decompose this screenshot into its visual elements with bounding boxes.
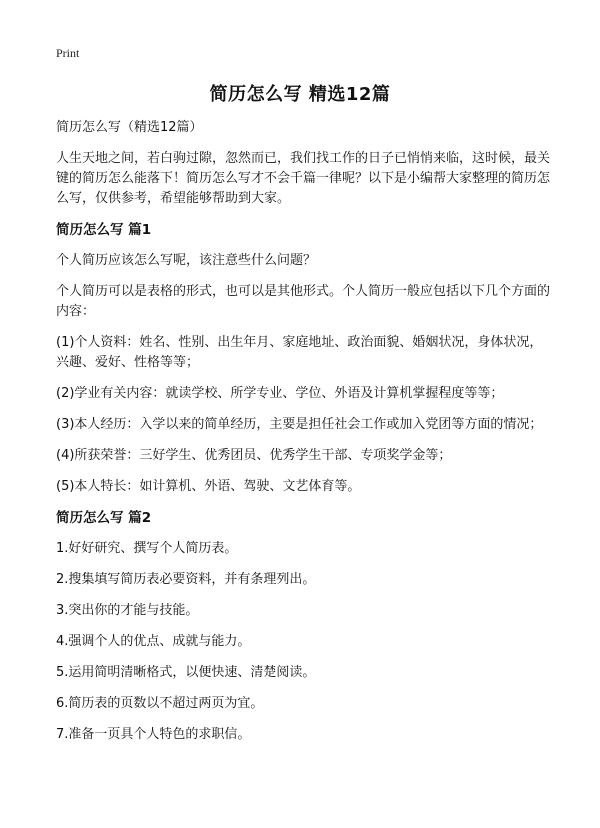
section-2-list-item: 2.搜集填写简历表必要资料，并有条理列出。	[56, 572, 316, 587]
section-1-paragraph: (4)所获荣誉：三好学生、优秀团员、优秀学生干部、专项奖学金等；	[56, 448, 452, 463]
section-1-paragraph: (5)本人特长：如计算机、外语、驾驶、文艺体育等。	[56, 479, 361, 494]
section-1-heading: 简历怎么写 篇1	[56, 222, 152, 238]
section-2-heading: 简历怎么写 篇2	[56, 510, 152, 526]
section-1-paragraph: (3)本人经历：入学以来的简单经历，主要是担任社会工作或加入党团等方面的情况；	[56, 417, 543, 432]
section-2-list-item: 5.运用简明清晰格式，以便快速、清楚阅读。	[56, 665, 316, 680]
print-label[interactable]: Print	[56, 46, 80, 60]
section-2-list-item: 4.强调个人的优点、成就与能力。	[56, 634, 251, 649]
section-2-list-item: 7.准备一页具个人特色的求职信。	[56, 727, 251, 742]
section-2-list-item: 1.好好研究、撰写个人简历表。	[56, 541, 238, 556]
intro-paragraph: 人生天地之间，若白驹过隙，忽然而已，我们找工作的日子已悄悄来临，这时候，最关键的简历怎么能落下！简历怎么写才不会千篇一律呢？以下是小编帮大家整理的简历怎么写，仅供参考，希望能够帮助到大家。	[56, 151, 551, 206]
section-1-paragraph: (2)学业有关内容：就读学校、所学专业、学位、外语及计算机掌握程度等等；	[56, 386, 504, 401]
section-2-list-item: 3.突出你的才能与技能。	[56, 603, 199, 618]
section-1-paragraph: 个人简历应该怎么写呢，该注意些什么问题？	[56, 253, 317, 268]
section-1-paragraph: 个人简历可以是表格的形式，也可以是其他形式。个人简历一般应包括以下几个方面的内容：	[56, 284, 551, 319]
section-1-paragraph: (1)个人资料：姓名、性别、出生年月、家庭地址、政治面貌、婚姻状况，身体状况，兴趣、爱好、性格等等；	[56, 335, 543, 370]
document-body	[56, 118, 552, 756]
section-2-list-item: 6.简历表的页数以不超过两页为宜。	[56, 696, 264, 711]
document-subtitle: 简历怎么写（精选12篇）	[56, 120, 203, 135]
page-title: 简历怎么写 精选12篇	[209, 84, 391, 105]
